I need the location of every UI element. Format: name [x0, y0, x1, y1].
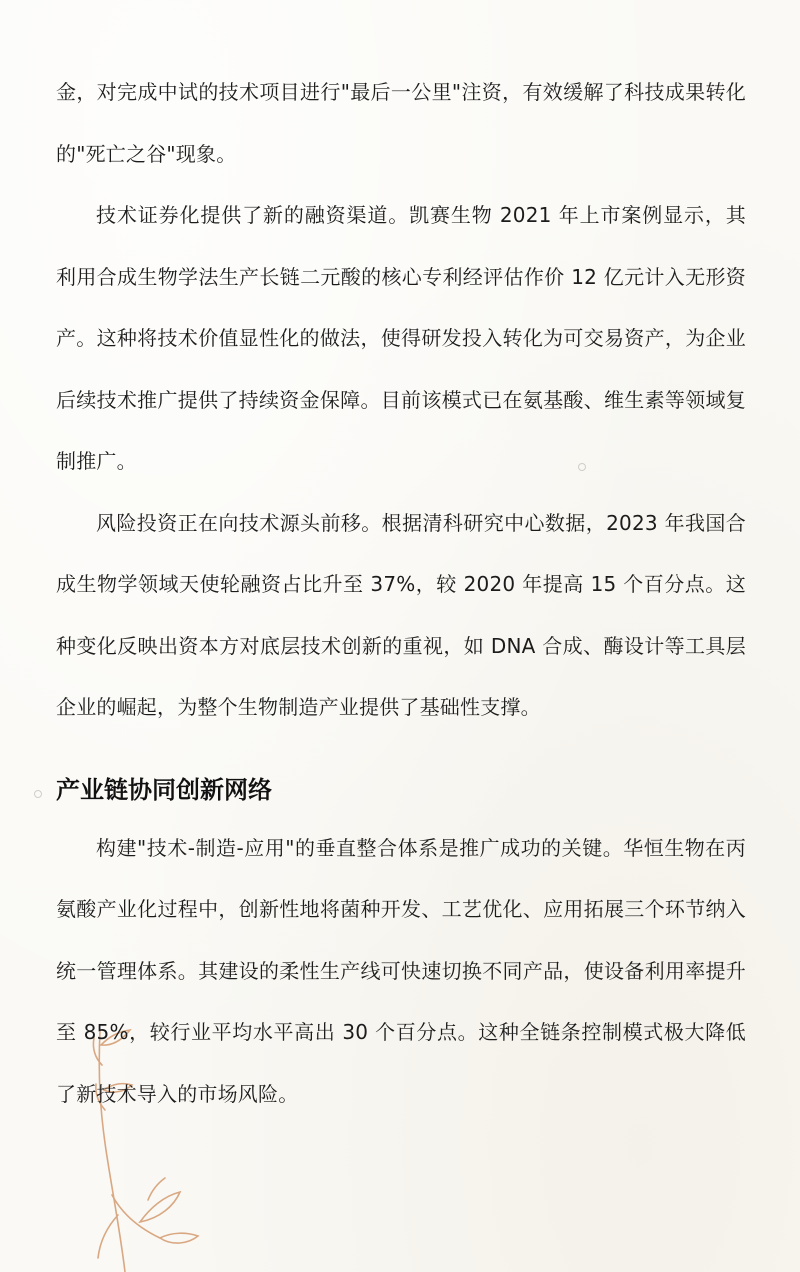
section-heading: 产业链协同创新网络: [56, 775, 272, 804]
document-body: [56, 62, 746, 1125]
paragraph-industry-chain: 构建"技术-制造-应用"的垂直整合体系是推广成功的关键。华恒生物在丙氨酸产业化过程中，创新性地将菌种开发、工艺优化、应用拓展三个环节纳入统一管理体系。其建设的柔性生产线可快速切换不同产品，使设备利用率提升至 85%，较行业平均水平高出 30 个百分点。这种全链条控制模式极大降低了新技术导入的市场风险。: [56, 835, 746, 1106]
paragraph-technology-securitization: 技术证券化提供了新的融资渠道。凯赛生物 2021 年上市案例显示，其利用合成生物学法生产长链二元酸的核心专利经评估作价 12 亿元计入无形资产。这种将技术价值显性化的做法，使得研发投入转化为可交易资产，为企业后续技术推广提供了持续资金保障。目前该模式已在氨基酸、维生素等领域复制推广。: [56, 203, 746, 473]
paragraph-venture-capital: 风险投资正在向技术源头前移。根据清科研究中心数据，2023 年我国合成生物学领域天使轮融资占比升至 37%，较 2020 年提高 15 个百分点。这种变化反映出资本方对底层技术创新的重视，如 DNA 合成、酶设计等工具层企业的崛起，为整个生物制造产业提供了基础性支撑。: [56, 510, 746, 719]
paragraph-continuation: 金，对完成中试的技术项目进行"最后一公里"注资，有效缓解了科技成果转化的"死亡之谷"现象。: [56, 80, 746, 166]
decorative-dot: [34, 790, 42, 798]
